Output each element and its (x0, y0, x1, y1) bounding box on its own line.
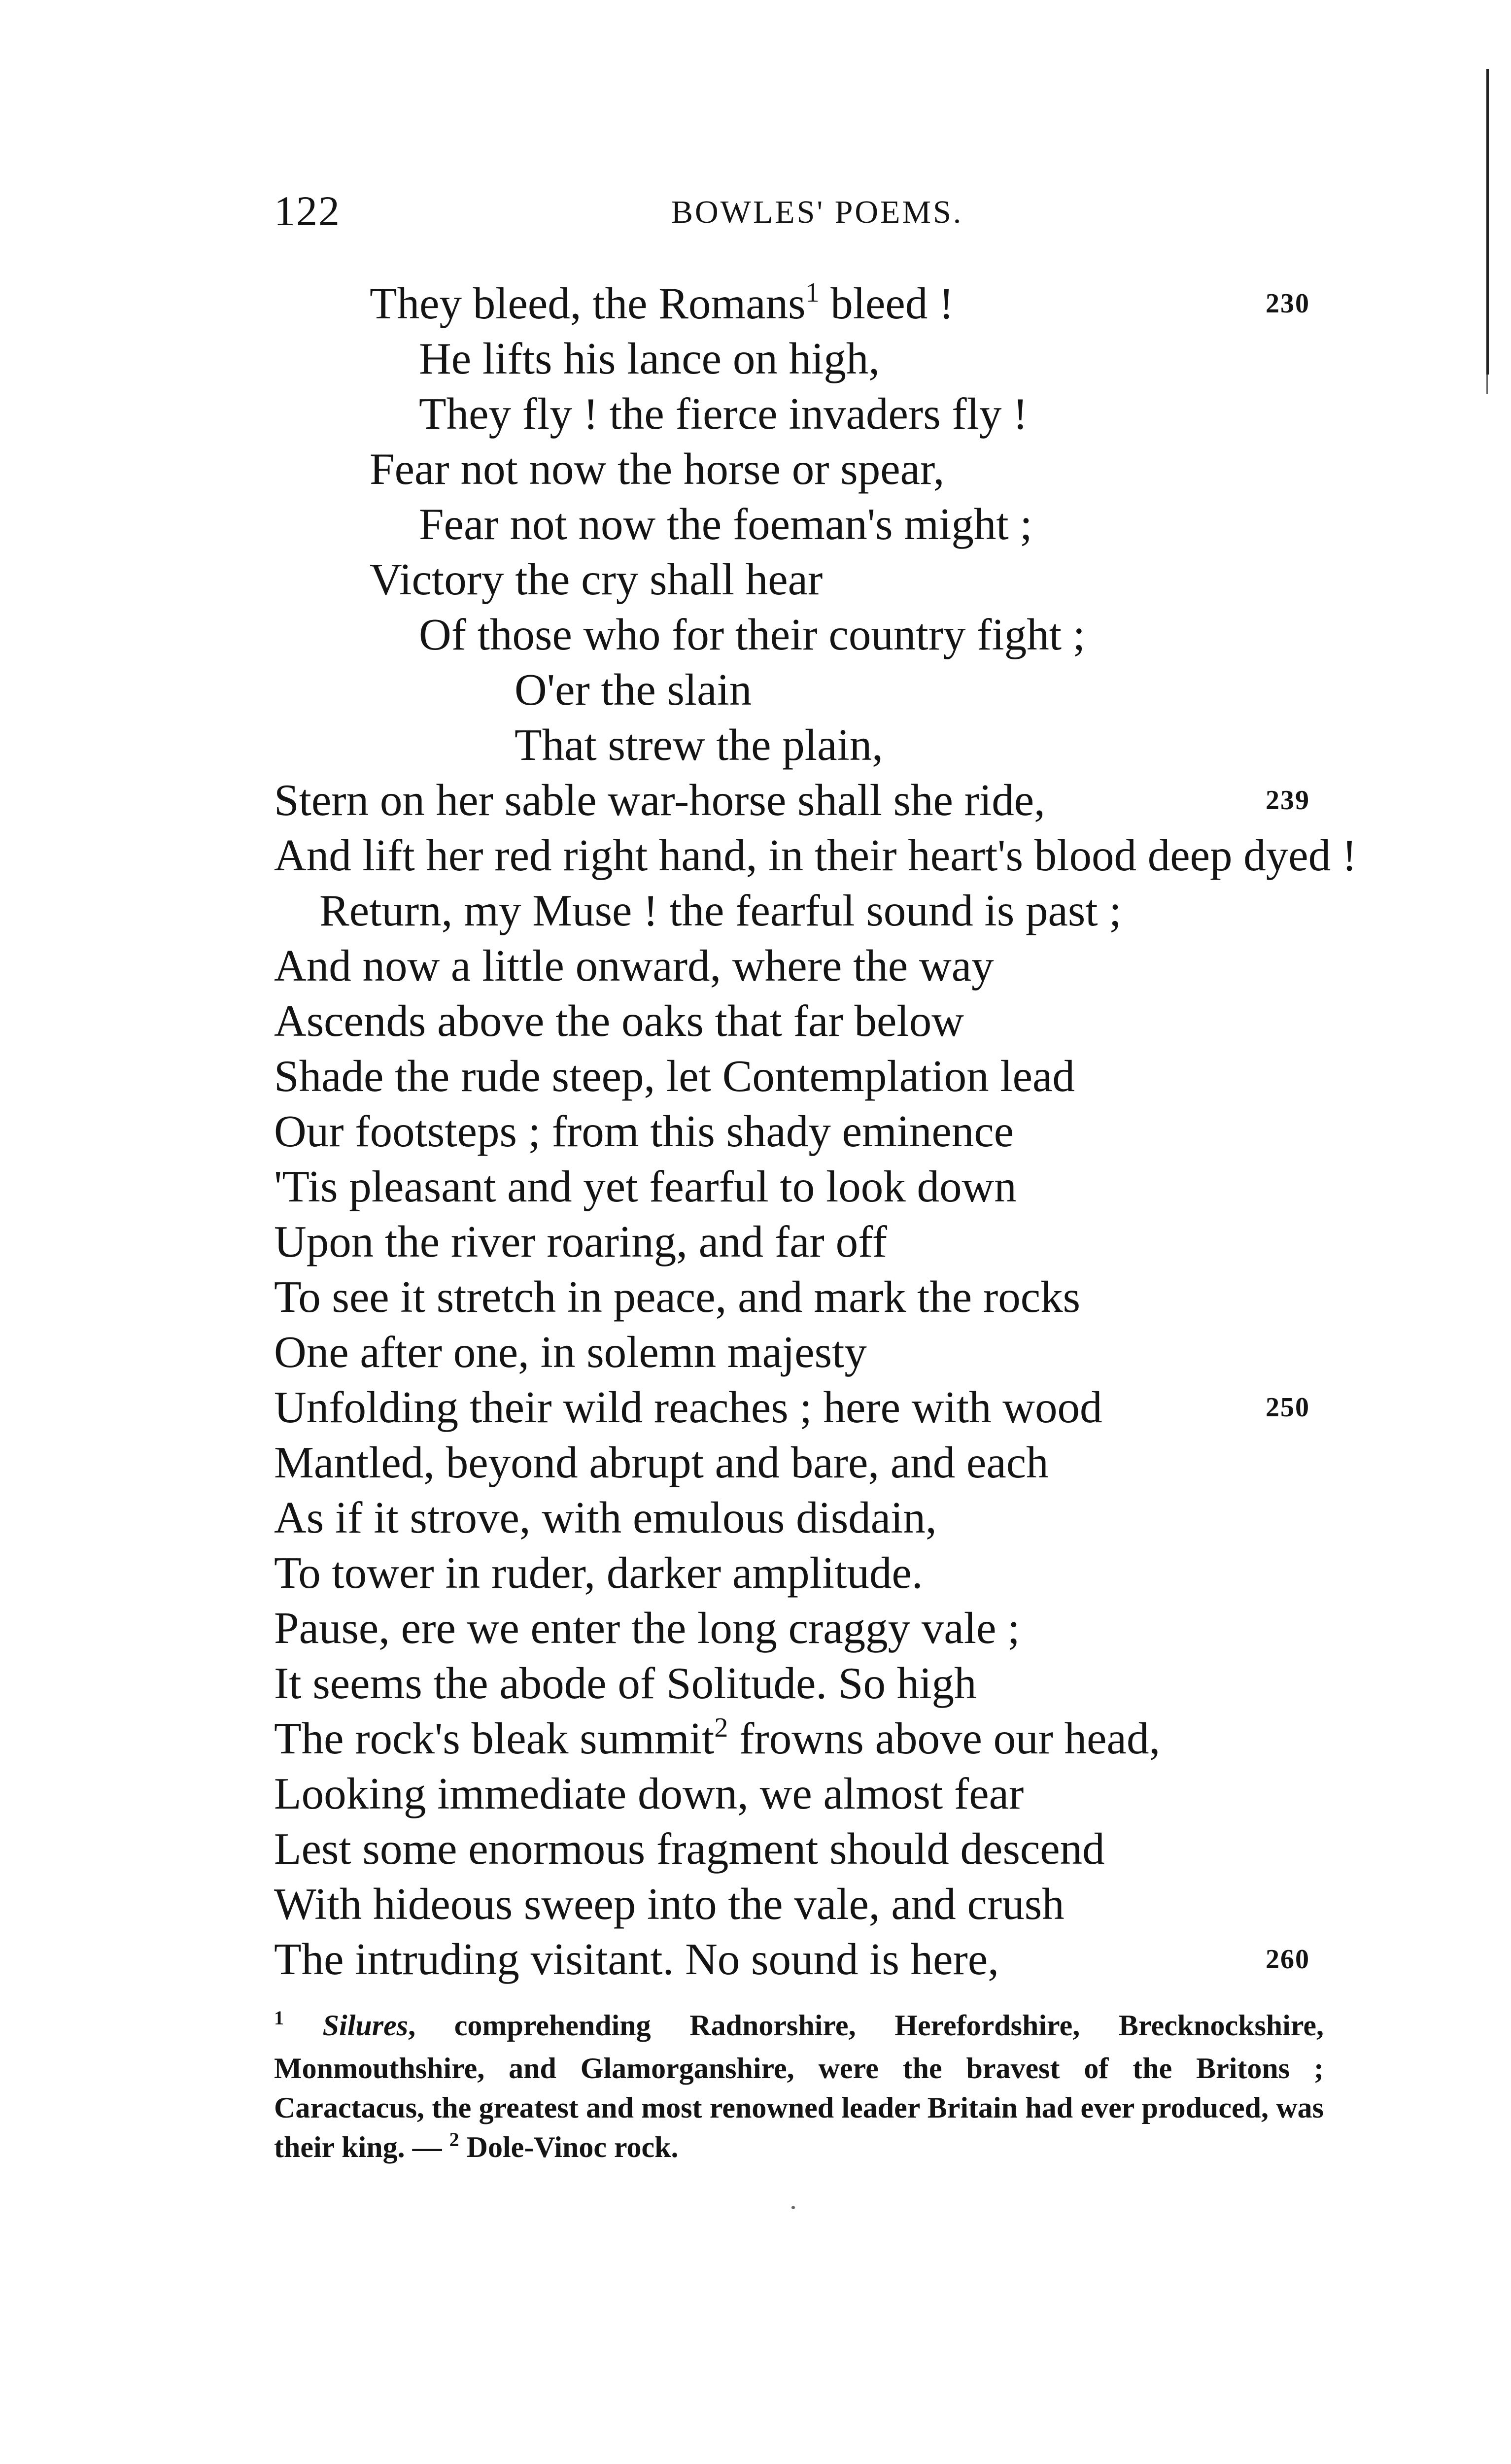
poem-line-text: Shade the rude steep, let Contemplation lead (274, 1051, 1075, 1101)
poem-line (515, 662, 752, 718)
poem-line-text-continued: bleed ! (819, 278, 954, 328)
running-title: BOWLES' POEMS. (671, 194, 963, 230)
poem-line-text: And lift her red right hand, in their heart's blood deep dyed ! (274, 830, 1357, 880)
poem-line-text: They bleed, the Romans (370, 278, 806, 328)
poem-line (274, 1159, 1017, 1214)
poem-line (274, 1380, 1102, 1435)
poem-line (274, 938, 994, 993)
poem-line (274, 1821, 1105, 1877)
print-speck (791, 2206, 795, 2209)
poem-line-text-continued: frowns above our head, (728, 1713, 1161, 1763)
poem-line (274, 1325, 867, 1380)
poem-line-text: He lifts his lance on high, (419, 334, 880, 383)
poem-line (419, 607, 1085, 662)
poem-line-text: It seems the abode of Solitude. So high (274, 1658, 977, 1708)
poem-line-text: Looking immediate down, we almost fear (274, 1769, 1024, 1818)
line-number: 260 (1266, 1944, 1310, 1975)
footnotes (274, 2006, 1324, 2170)
poem-line (274, 1545, 923, 1601)
poem-line (274, 1049, 1075, 1104)
poem-line-text: Pause, ere we enter the long craggy vale ; (274, 1603, 1020, 1653)
poem-line (274, 1490, 937, 1545)
poem-line-text: Fear not now the foeman's might ; (419, 499, 1032, 549)
poem-line-text: Unfolding their wild reaches ; here with wood (274, 1382, 1102, 1432)
poem-line (274, 1877, 1065, 1932)
poem-line (370, 552, 823, 607)
footnote-marker-2: 2 (449, 2128, 459, 2151)
footnote-reference: 2 (714, 1712, 728, 1743)
poem-line-text: With hideous sweep into the vale, and crush (274, 1879, 1065, 1929)
poem-line-text: Victory the cry shall hear (370, 554, 823, 604)
page-number: 122 (274, 187, 341, 235)
poem-line (319, 883, 1122, 938)
poem-line (274, 993, 964, 1049)
poem-line (274, 1711, 1160, 1766)
poem-line-text: Upon the river roaring, and far off (274, 1217, 888, 1266)
poem-line-text: One after one, in solemn majesty (274, 1327, 867, 1377)
poem-line (419, 497, 1032, 552)
poem-line (515, 718, 883, 773)
poem-line (274, 1214, 887, 1269)
poem-line-text: Return, my Muse ! the fearful sound is past ; (319, 886, 1122, 935)
line-number: 239 (1266, 785, 1310, 816)
poem-line-text: As if it strove, with emulous disdain, (274, 1493, 937, 1542)
poem-line-text: That strew the plain, (515, 720, 883, 770)
poem-line-text: Mantled, beyond abrupt and bare, and each (274, 1437, 1049, 1487)
poem-line (370, 276, 954, 331)
poem-line-text: Of those who for their country fight ; (419, 610, 1086, 659)
poem-line-text: The intruding visitant. No sound is here, (274, 1934, 999, 1984)
poem-line-text: They fly ! the fierce invaders fly ! (419, 389, 1028, 439)
poem-line (274, 1435, 1049, 1490)
poem-line (274, 1104, 1014, 1159)
poem-line (274, 1601, 1020, 1656)
line-number: 230 (1266, 288, 1310, 319)
poem-line-text: And now a little onward, where the way (274, 941, 994, 991)
poem-line (419, 386, 1028, 442)
poem-line-text: The rock's bleak summit (274, 1713, 715, 1763)
poem-line-text: Fear not now the horse or spear, (370, 444, 945, 494)
poem-line (419, 331, 880, 386)
poem-line (274, 773, 1045, 828)
poem-line (274, 1656, 976, 1711)
footnote-reference: 1 (805, 277, 820, 308)
poem-line-text: To tower in ruder, darker amplitude. (274, 1548, 923, 1598)
poem-line (370, 442, 944, 497)
line-number: 250 (1266, 1392, 1310, 1423)
poem-line-text: 'Tis pleasant and yet fearful to look down (274, 1162, 1017, 1211)
footnote-marker-1: 1 (274, 2007, 284, 2029)
footnote-1-text: , comprehending Radnorshire, Herefordshire, Brecknockshire, Monmouthshire, and Glamorganshire, were the bravest of the Britons ; Caractacus, the greatest and most renowned leader Britain had ever produced, was their king. — (274, 2009, 1324, 2163)
poem-line-text: Lest some enormous fragment should descend (274, 1824, 1105, 1874)
poem-line-text: To see it stretch in peace, and mark the rocks (274, 1272, 1081, 1322)
footnote-2-text: Dole-Vinoc rock. (459, 2131, 679, 2163)
poem-line-text: Stern on her sable war-horse shall she ride, (274, 775, 1045, 825)
poem-line (274, 1269, 1080, 1325)
poem-line-text: O'er the slain (515, 665, 752, 715)
poem-line (274, 1766, 1024, 1821)
poem-line (274, 828, 1357, 883)
footnote-1-italic: Silures (322, 2009, 409, 2042)
poem-line (274, 1932, 999, 1987)
poem-line-text: Our footsteps ; from this shady eminence (274, 1106, 1014, 1156)
poem-line-text: Ascends above the oaks that far below (274, 996, 964, 1046)
